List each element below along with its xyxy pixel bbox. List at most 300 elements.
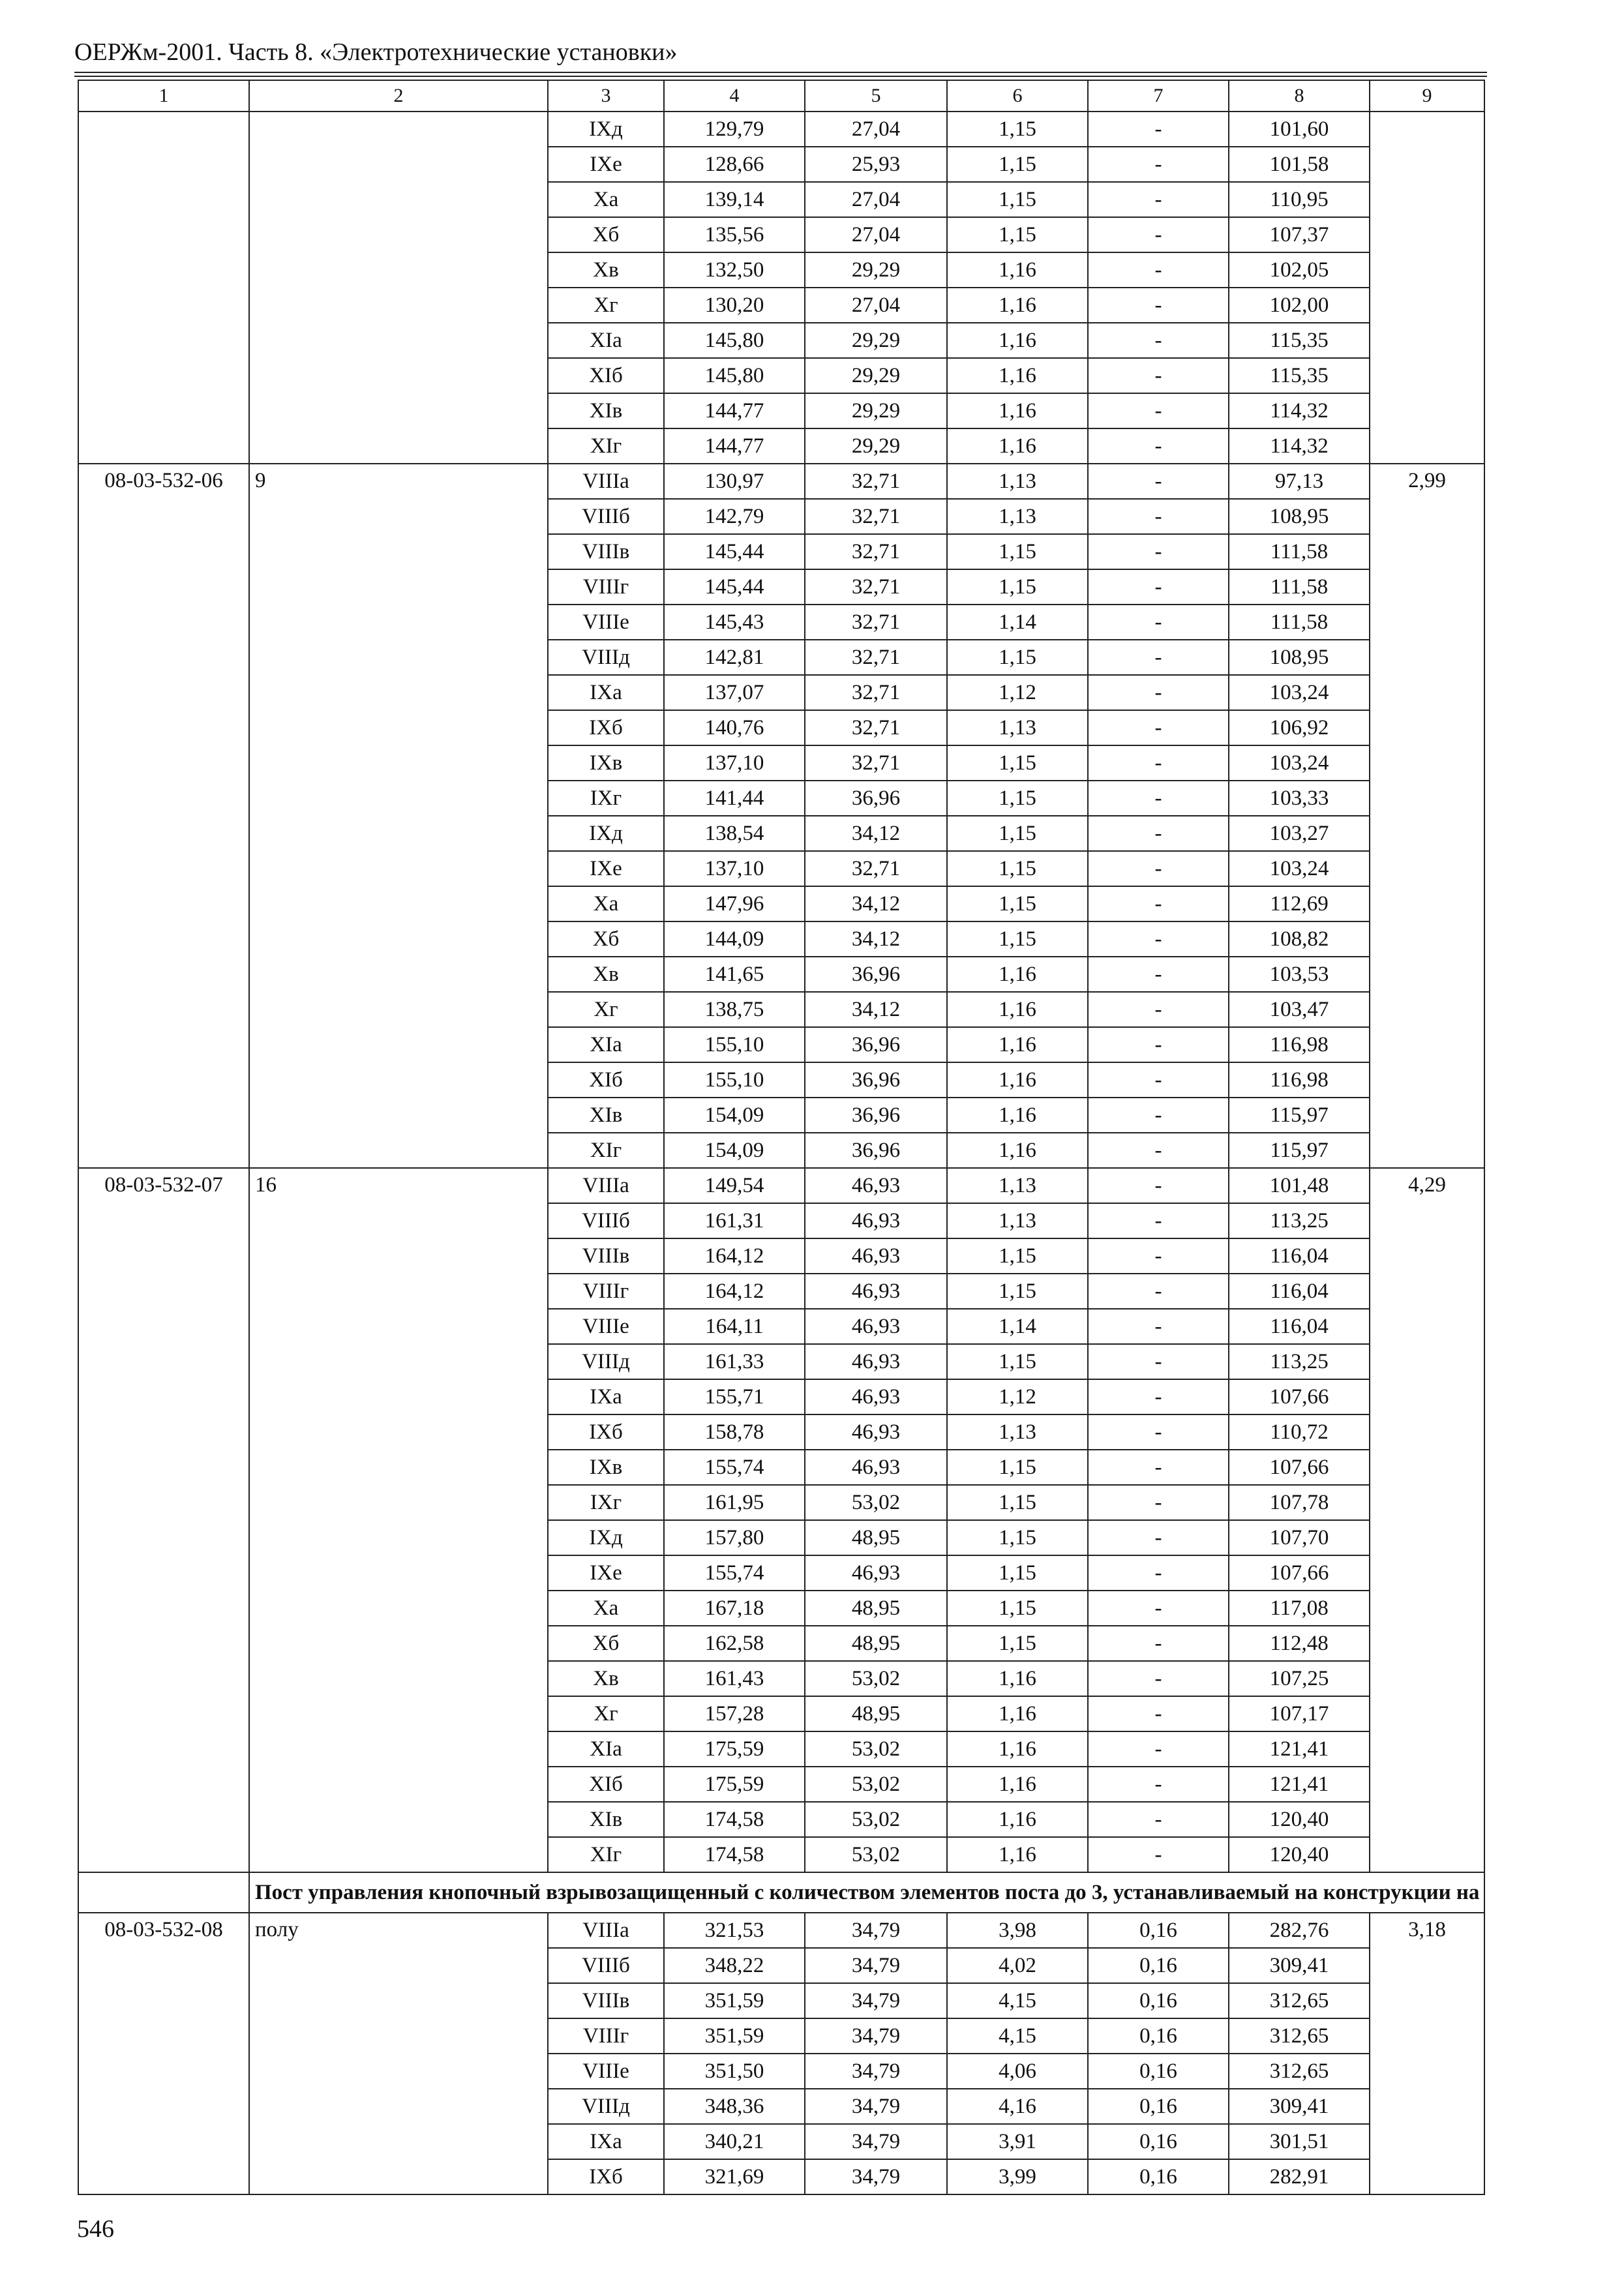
- total-cost-cell: 129,79: [664, 112, 805, 147]
- wages-cell: 34,12: [805, 886, 947, 921]
- total-cost-cell: 162,58: [664, 1626, 805, 1661]
- total-cost-cell: 145,80: [664, 323, 805, 358]
- wages-cell: 36,96: [805, 1062, 947, 1098]
- driver-wages-cell: -: [1088, 464, 1229, 499]
- total-cost-cell: 351,50: [664, 2054, 805, 2089]
- wages-cell: 32,71: [805, 605, 947, 640]
- total-cost-cell: 145,43: [664, 605, 805, 640]
- zone-cell: VIIIг: [548, 569, 664, 605]
- materials-cell: 301,51: [1229, 2124, 1370, 2159]
- wages-cell: 53,02: [805, 1767, 947, 1802]
- column-number: 1: [78, 80, 249, 112]
- rates-table: [78, 80, 1485, 2195]
- zone-cell: IXа: [548, 2124, 664, 2159]
- total-cost-cell: 175,59: [664, 1767, 805, 1802]
- rate-description-cell: полу: [249, 1913, 548, 2194]
- materials-cell: 103,24: [1229, 851, 1370, 886]
- wages-cell: 46,93: [805, 1309, 947, 1344]
- total-cost-cell: 155,71: [664, 1379, 805, 1414]
- total-cost-cell: 174,58: [664, 1802, 805, 1837]
- total-cost-cell: 147,96: [664, 886, 805, 921]
- materials-cell: 103,27: [1229, 816, 1370, 851]
- rate-code-cell: 08-03-532-07: [78, 1168, 249, 1872]
- driver-wages-cell: 0,16: [1088, 1983, 1229, 2018]
- machines-cell: 1,15: [947, 1626, 1088, 1661]
- materials-cell: 112,69: [1229, 886, 1370, 921]
- column-number: 2: [249, 80, 548, 112]
- materials-cell: 103,33: [1229, 781, 1370, 816]
- materials-cell: 113,25: [1229, 1344, 1370, 1379]
- zone-cell: Xа: [548, 1591, 664, 1626]
- driver-wages-cell: -: [1088, 1414, 1229, 1450]
- machines-cell: 1,16: [947, 252, 1088, 288]
- zone-cell: Xа: [548, 182, 664, 217]
- materials-cell: 113,25: [1229, 1203, 1370, 1238]
- materials-cell: 120,40: [1229, 1802, 1370, 1837]
- materials-cell: 116,04: [1229, 1274, 1370, 1309]
- total-cost-cell: 138,54: [664, 816, 805, 851]
- machines-cell: 1,15: [947, 745, 1088, 781]
- zone-cell: VIIIд: [548, 640, 664, 675]
- wages-cell: 48,95: [805, 1626, 947, 1661]
- total-cost-cell: 157,80: [664, 1520, 805, 1555]
- machines-cell: 1,15: [947, 640, 1088, 675]
- column-number-row: [78, 80, 1484, 112]
- machines-cell: 1,13: [947, 464, 1088, 499]
- driver-wages-cell: -: [1088, 851, 1229, 886]
- machines-cell: 3,91: [947, 2124, 1088, 2159]
- driver-wages-cell: -: [1088, 921, 1229, 957]
- wages-cell: 27,04: [805, 112, 947, 147]
- wages-cell: 53,02: [805, 1661, 947, 1696]
- table-body: [78, 80, 1484, 2194]
- materials-cell: 116,98: [1229, 1062, 1370, 1098]
- page-header-title: ОЕРЖм-2001. Часть 8. «Электротехнические установки»: [74, 38, 678, 66]
- materials-cell: 107,17: [1229, 1696, 1370, 1731]
- driver-wages-cell: -: [1088, 1309, 1229, 1344]
- driver-wages-cell: -: [1088, 1555, 1229, 1591]
- driver-wages-cell: -: [1088, 675, 1229, 710]
- column-number: 5: [805, 80, 947, 112]
- materials-cell: 312,65: [1229, 2054, 1370, 2089]
- materials-cell: 111,58: [1229, 534, 1370, 569]
- wages-cell: 34,12: [805, 816, 947, 851]
- machines-cell: 1,16: [947, 1098, 1088, 1133]
- zone-cell: VIIIг: [548, 1274, 664, 1309]
- materials-cell: 101,60: [1229, 112, 1370, 147]
- section-heading-row: [78, 1872, 1484, 1913]
- machines-cell: 1,15: [947, 112, 1088, 147]
- zone-cell: Xг: [548, 1696, 664, 1731]
- driver-wages-cell: -: [1088, 428, 1229, 464]
- table-row: [78, 1913, 1484, 1948]
- wages-cell: 27,04: [805, 288, 947, 323]
- total-cost-cell: 164,11: [664, 1309, 805, 1344]
- zone-cell: VIIIе: [548, 2054, 664, 2089]
- total-cost-cell: 144,09: [664, 921, 805, 957]
- materials-cell: 103,24: [1229, 675, 1370, 710]
- machines-cell: 1,13: [947, 1168, 1088, 1203]
- zone-cell: VIIIд: [548, 1344, 664, 1379]
- materials-cell: 107,25: [1229, 1661, 1370, 1696]
- wages-cell: 46,93: [805, 1344, 947, 1379]
- total-cost-cell: 145,44: [664, 534, 805, 569]
- materials-cell: 103,47: [1229, 992, 1370, 1027]
- rate-code-cell: 08-03-532-08: [78, 1913, 249, 2194]
- column-number: 7: [1088, 80, 1229, 112]
- zone-cell: IXд: [548, 816, 664, 851]
- driver-wages-cell: -: [1088, 1203, 1229, 1238]
- wages-cell: 32,71: [805, 640, 947, 675]
- wages-cell: 46,93: [805, 1274, 947, 1309]
- wages-cell: 53,02: [805, 1802, 947, 1837]
- machines-cell: 1,15: [947, 534, 1088, 569]
- driver-wages-cell: -: [1088, 1344, 1229, 1379]
- machines-cell: 1,16: [947, 323, 1088, 358]
- driver-wages-cell: -: [1088, 147, 1229, 182]
- zone-cell: VIIIв: [548, 534, 664, 569]
- rate-code-cell: 08-03-532-06: [78, 464, 249, 1168]
- wages-cell: 48,95: [805, 1696, 947, 1731]
- driver-wages-cell: -: [1088, 217, 1229, 252]
- labor-norm-cell: 4,29: [1370, 1168, 1484, 1872]
- materials-cell: 121,41: [1229, 1767, 1370, 1802]
- table-row: [78, 464, 1484, 499]
- zone-cell: IXе: [548, 147, 664, 182]
- wages-cell: 36,96: [805, 1098, 947, 1133]
- driver-wages-cell: 0,16: [1088, 2089, 1229, 2124]
- zone-cell: VIIIв: [548, 1983, 664, 2018]
- total-cost-cell: 154,09: [664, 1098, 805, 1133]
- zone-cell: Xг: [548, 992, 664, 1027]
- materials-cell: 107,66: [1229, 1450, 1370, 1485]
- zone-cell: IXв: [548, 1450, 664, 1485]
- driver-wages-cell: 0,16: [1088, 2124, 1229, 2159]
- machines-cell: 1,15: [947, 1520, 1088, 1555]
- zone-cell: VIIIе: [548, 605, 664, 640]
- driver-wages-cell: -: [1088, 640, 1229, 675]
- total-cost-cell: 128,66: [664, 147, 805, 182]
- zone-cell: XIб: [548, 358, 664, 393]
- total-cost-cell: 142,79: [664, 499, 805, 534]
- driver-wages-cell: -: [1088, 1485, 1229, 1520]
- wages-cell: 34,79: [805, 2159, 947, 2194]
- wages-cell: 36,96: [805, 781, 947, 816]
- driver-wages-cell: -: [1088, 252, 1229, 288]
- wages-cell: 34,79: [805, 1913, 947, 1948]
- rate-description-cell: 16: [249, 1168, 548, 1872]
- zone-cell: IXд: [548, 1520, 664, 1555]
- driver-wages-cell: -: [1088, 1802, 1229, 1837]
- header-rule: [74, 72, 1487, 73]
- labor-norm-cell: 2,99: [1370, 464, 1484, 1168]
- driver-wages-cell: -: [1088, 605, 1229, 640]
- wages-cell: 48,95: [805, 1591, 947, 1626]
- total-cost-cell: 137,10: [664, 851, 805, 886]
- machines-cell: 1,15: [947, 1591, 1088, 1626]
- machines-cell: 1,13: [947, 1414, 1088, 1450]
- zone-cell: Xг: [548, 288, 664, 323]
- wages-cell: 32,71: [805, 710, 947, 745]
- zone-cell: Xб: [548, 1626, 664, 1661]
- machines-cell: 1,16: [947, 393, 1088, 428]
- driver-wages-cell: -: [1088, 1379, 1229, 1414]
- machines-cell: 4,15: [947, 2018, 1088, 2054]
- total-cost-cell: 155,74: [664, 1555, 805, 1591]
- wages-cell: 29,29: [805, 358, 947, 393]
- zone-cell: IXв: [548, 745, 664, 781]
- materials-cell: 108,95: [1229, 640, 1370, 675]
- wages-cell: 36,96: [805, 1027, 947, 1062]
- machines-cell: 1,16: [947, 1062, 1088, 1098]
- column-number: 6: [947, 80, 1088, 112]
- total-cost-cell: 137,10: [664, 745, 805, 781]
- zone-cell: VIIIа: [548, 1913, 664, 1948]
- machines-cell: 1,15: [947, 1485, 1088, 1520]
- total-cost-cell: 155,10: [664, 1062, 805, 1098]
- total-cost-cell: 167,18: [664, 1591, 805, 1626]
- driver-wages-cell: 0,16: [1088, 2054, 1229, 2089]
- materials-cell: 103,53: [1229, 957, 1370, 992]
- wages-cell: 32,71: [805, 464, 947, 499]
- machines-cell: 1,16: [947, 1696, 1088, 1731]
- header-rule-double: [74, 76, 1487, 77]
- driver-wages-cell: -: [1088, 323, 1229, 358]
- driver-wages-cell: -: [1088, 1168, 1229, 1203]
- total-cost-cell: 141,65: [664, 957, 805, 992]
- zone-cell: IXа: [548, 675, 664, 710]
- wages-cell: 34,79: [805, 1983, 947, 2018]
- wages-cell: 32,71: [805, 534, 947, 569]
- zone-cell: IXг: [548, 1485, 664, 1520]
- zone-cell: Xв: [548, 957, 664, 992]
- driver-wages-cell: 0,16: [1088, 1948, 1229, 1983]
- total-cost-cell: 135,56: [664, 217, 805, 252]
- wages-cell: 34,79: [805, 2124, 947, 2159]
- driver-wages-cell: -: [1088, 182, 1229, 217]
- materials-cell: 282,76: [1229, 1913, 1370, 1948]
- driver-wages-cell: -: [1088, 710, 1229, 745]
- machines-cell: 1,16: [947, 1767, 1088, 1802]
- materials-cell: 114,32: [1229, 393, 1370, 428]
- machines-cell: 1,15: [947, 147, 1088, 182]
- driver-wages-cell: -: [1088, 1520, 1229, 1555]
- total-cost-cell: 348,36: [664, 2089, 805, 2124]
- total-cost-cell: 175,59: [664, 1731, 805, 1767]
- machines-cell: 1,15: [947, 1274, 1088, 1309]
- total-cost-cell: 348,22: [664, 1948, 805, 1983]
- machines-cell: 1,12: [947, 1379, 1088, 1414]
- materials-cell: 110,95: [1229, 182, 1370, 217]
- machines-cell: 1,16: [947, 1837, 1088, 1872]
- wages-cell: 46,93: [805, 1168, 947, 1203]
- zone-cell: XIа: [548, 1731, 664, 1767]
- driver-wages-cell: -: [1088, 393, 1229, 428]
- column-number: 4: [664, 80, 805, 112]
- wages-cell: 46,93: [805, 1379, 947, 1414]
- driver-wages-cell: -: [1088, 1098, 1229, 1133]
- total-cost-cell: 144,77: [664, 428, 805, 464]
- materials-cell: 102,05: [1229, 252, 1370, 288]
- total-cost-cell: 130,97: [664, 464, 805, 499]
- total-cost-cell: 161,33: [664, 1344, 805, 1379]
- zone-cell: VIIIв: [548, 1238, 664, 1274]
- total-cost-cell: 161,95: [664, 1485, 805, 1520]
- zone-cell: VIIIа: [548, 1168, 664, 1203]
- materials-cell: 114,32: [1229, 428, 1370, 464]
- driver-wages-cell: -: [1088, 1133, 1229, 1168]
- total-cost-cell: 164,12: [664, 1238, 805, 1274]
- materials-cell: 107,66: [1229, 1555, 1370, 1591]
- wages-cell: 32,71: [805, 569, 947, 605]
- zone-cell: IXа: [548, 1379, 664, 1414]
- wages-cell: 29,29: [805, 323, 947, 358]
- total-cost-cell: 145,44: [664, 569, 805, 605]
- total-cost-cell: 155,74: [664, 1450, 805, 1485]
- zone-cell: IXд: [548, 112, 664, 147]
- materials-cell: 116,98: [1229, 1027, 1370, 1062]
- driver-wages-cell: -: [1088, 992, 1229, 1027]
- driver-wages-cell: -: [1088, 1837, 1229, 1872]
- materials-cell: 116,04: [1229, 1309, 1370, 1344]
- materials-cell: 107,66: [1229, 1379, 1370, 1414]
- total-cost-cell: 142,81: [664, 640, 805, 675]
- wages-cell: 53,02: [805, 1837, 947, 1872]
- machines-cell: 1,15: [947, 1238, 1088, 1274]
- machines-cell: 1,15: [947, 1344, 1088, 1379]
- wages-cell: 32,71: [805, 745, 947, 781]
- machines-cell: 1,13: [947, 1203, 1088, 1238]
- total-cost-cell: 140,76: [664, 710, 805, 745]
- driver-wages-cell: 0,16: [1088, 2159, 1229, 2194]
- driver-wages-cell: 0,16: [1088, 2018, 1229, 2054]
- total-cost-cell: 139,14: [664, 182, 805, 217]
- materials-cell: 101,58: [1229, 147, 1370, 182]
- materials-cell: 107,78: [1229, 1485, 1370, 1520]
- machines-cell: 1,15: [947, 851, 1088, 886]
- zone-cell: VIIIг: [548, 2018, 664, 2054]
- driver-wages-cell: -: [1088, 569, 1229, 605]
- machines-cell: 1,15: [947, 1450, 1088, 1485]
- zone-cell: XIа: [548, 323, 664, 358]
- machines-cell: 1,16: [947, 1027, 1088, 1062]
- materials-cell: 107,37: [1229, 217, 1370, 252]
- total-cost-cell: 138,75: [664, 992, 805, 1027]
- zone-cell: XIб: [548, 1062, 664, 1098]
- driver-wages-cell: -: [1088, 499, 1229, 534]
- total-cost-cell: 130,20: [664, 288, 805, 323]
- total-cost-cell: 321,53: [664, 1913, 805, 1948]
- zone-cell: VIIIб: [548, 499, 664, 534]
- driver-wages-cell: -: [1088, 534, 1229, 569]
- wages-cell: 27,04: [805, 217, 947, 252]
- rate-description-cell: [249, 112, 548, 464]
- wages-cell: 29,29: [805, 252, 947, 288]
- wages-cell: 34,79: [805, 2018, 947, 2054]
- machines-cell: 1,14: [947, 1309, 1088, 1344]
- total-cost-cell: 351,59: [664, 2018, 805, 2054]
- materials-cell: 309,41: [1229, 1948, 1370, 1983]
- column-number: 8: [1229, 80, 1370, 112]
- zone-cell: VIIIе: [548, 1309, 664, 1344]
- materials-cell: 101,48: [1229, 1168, 1370, 1203]
- materials-cell: 102,00: [1229, 288, 1370, 323]
- materials-cell: 111,58: [1229, 605, 1370, 640]
- materials-cell: 110,72: [1229, 1414, 1370, 1450]
- zone-cell: XIв: [548, 1802, 664, 1837]
- materials-cell: 309,41: [1229, 2089, 1370, 2124]
- driver-wages-cell: -: [1088, 1274, 1229, 1309]
- zone-cell: IXг: [548, 781, 664, 816]
- materials-cell: 112,48: [1229, 1626, 1370, 1661]
- machines-cell: 1,16: [947, 288, 1088, 323]
- materials-cell: 282,91: [1229, 2159, 1370, 2194]
- driver-wages-cell: -: [1088, 1696, 1229, 1731]
- total-cost-cell: 161,31: [664, 1203, 805, 1238]
- zone-cell: IXб: [548, 710, 664, 745]
- zone-cell: IXб: [548, 2159, 664, 2194]
- materials-cell: 97,13: [1229, 464, 1370, 499]
- wages-cell: 32,71: [805, 851, 947, 886]
- rate-code-cell: [78, 112, 249, 464]
- machines-cell: 1,16: [947, 428, 1088, 464]
- machines-cell: 1,15: [947, 569, 1088, 605]
- materials-cell: 115,35: [1229, 358, 1370, 393]
- total-cost-cell: 321,69: [664, 2159, 805, 2194]
- total-cost-cell: 161,43: [664, 1661, 805, 1696]
- total-cost-cell: 157,28: [664, 1696, 805, 1731]
- zone-cell: XIг: [548, 428, 664, 464]
- zone-cell: XIв: [548, 393, 664, 428]
- wages-cell: 34,79: [805, 2054, 947, 2089]
- machines-cell: 1,15: [947, 921, 1088, 957]
- driver-wages-cell: 0,16: [1088, 1913, 1229, 1948]
- machines-cell: 1,13: [947, 499, 1088, 534]
- driver-wages-cell: -: [1088, 288, 1229, 323]
- driver-wages-cell: -: [1088, 358, 1229, 393]
- zone-cell: IXе: [548, 851, 664, 886]
- materials-cell: 103,24: [1229, 745, 1370, 781]
- zone-cell: XIб: [548, 1767, 664, 1802]
- materials-cell: 312,65: [1229, 1983, 1370, 2018]
- table-row: [78, 112, 1484, 147]
- total-cost-cell: 145,80: [664, 358, 805, 393]
- section-code-cell: [78, 1872, 249, 1913]
- wages-cell: 34,12: [805, 921, 947, 957]
- total-cost-cell: 351,59: [664, 1983, 805, 2018]
- rate-description-cell: 9: [249, 464, 548, 1168]
- column-number: 9: [1370, 80, 1484, 112]
- machines-cell: 1,16: [947, 358, 1088, 393]
- total-cost-cell: 174,58: [664, 1837, 805, 1872]
- wages-cell: 29,29: [805, 428, 947, 464]
- zone-cell: Xб: [548, 921, 664, 957]
- machines-cell: 3,99: [947, 2159, 1088, 2194]
- total-cost-cell: 154,09: [664, 1133, 805, 1168]
- materials-cell: 106,92: [1229, 710, 1370, 745]
- driver-wages-cell: -: [1088, 1767, 1229, 1802]
- wages-cell: 53,02: [805, 1485, 947, 1520]
- driver-wages-cell: -: [1088, 1626, 1229, 1661]
- machines-cell: 1,16: [947, 1802, 1088, 1837]
- zone-cell: Xб: [548, 217, 664, 252]
- total-cost-cell: 149,54: [664, 1168, 805, 1203]
- driver-wages-cell: -: [1088, 745, 1229, 781]
- page-number: 546: [77, 2215, 114, 2243]
- materials-cell: 120,40: [1229, 1837, 1370, 1872]
- zone-cell: IXе: [548, 1555, 664, 1591]
- machines-cell: 1,15: [947, 182, 1088, 217]
